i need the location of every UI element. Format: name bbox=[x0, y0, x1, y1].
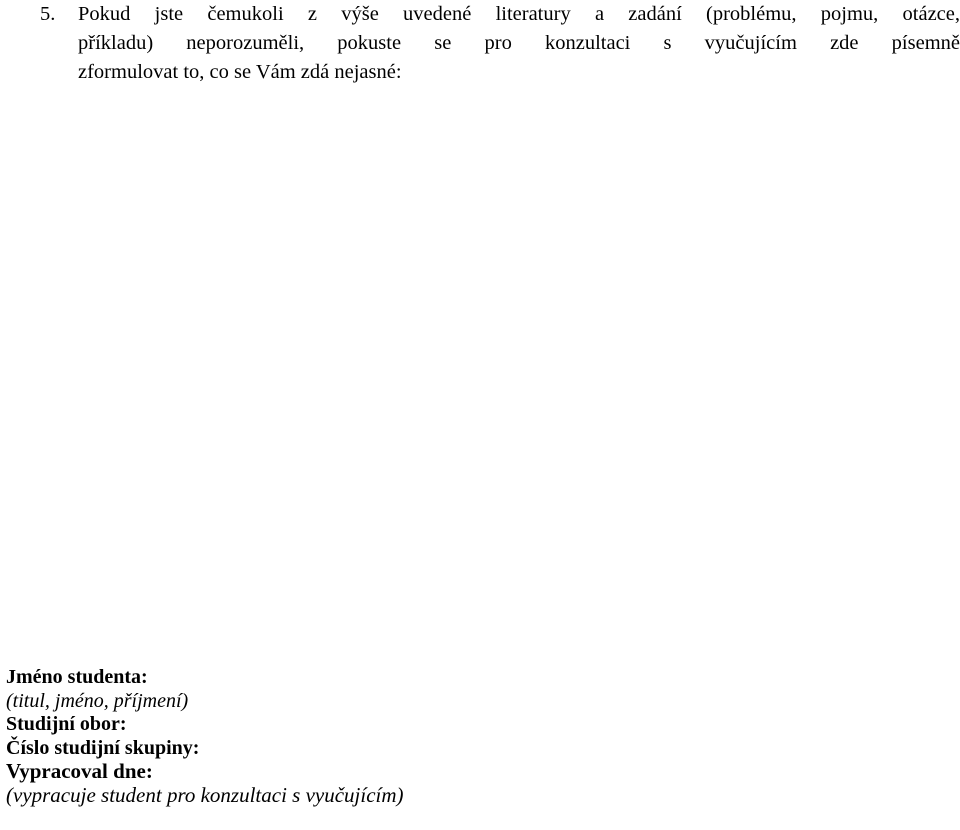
student-info bbox=[6, 666, 956, 807]
question-row-3 bbox=[0, 58, 960, 87]
completed-date-hint: (vypracuje student pro konzultaci s vyučujícím) bbox=[6, 782, 404, 807]
question-row-2 bbox=[0, 29, 960, 58]
completed-date-label: Vypracoval dne: bbox=[6, 759, 153, 783]
question-5 bbox=[0, 0, 960, 87]
answer-area[interactable] bbox=[0, 90, 960, 660]
question-text-line-1: Pokud jste čemukoli z výše uvedené literatury a zadání (problému, pojmu, otázce, bbox=[78, 3, 960, 25]
question-row-1 bbox=[0, 0, 960, 29]
student-name-label: Jméno studenta: bbox=[6, 666, 148, 688]
study-group-label: Číslo studijní skupiny: bbox=[6, 736, 200, 759]
study-field-label: Studijní obor: bbox=[6, 713, 127, 735]
question-text-line-2: příkladu) neporozuměli, pokuste se pro konzultaci s vyučujícím zde písemně bbox=[78, 32, 960, 54]
question-number: 5. bbox=[40, 3, 56, 25]
student-name-hint: (titul, jméno, příjmení) bbox=[6, 689, 189, 712]
question-text-line-3: zformulovat to, co se Vám zdá nejasné: bbox=[78, 61, 402, 83]
